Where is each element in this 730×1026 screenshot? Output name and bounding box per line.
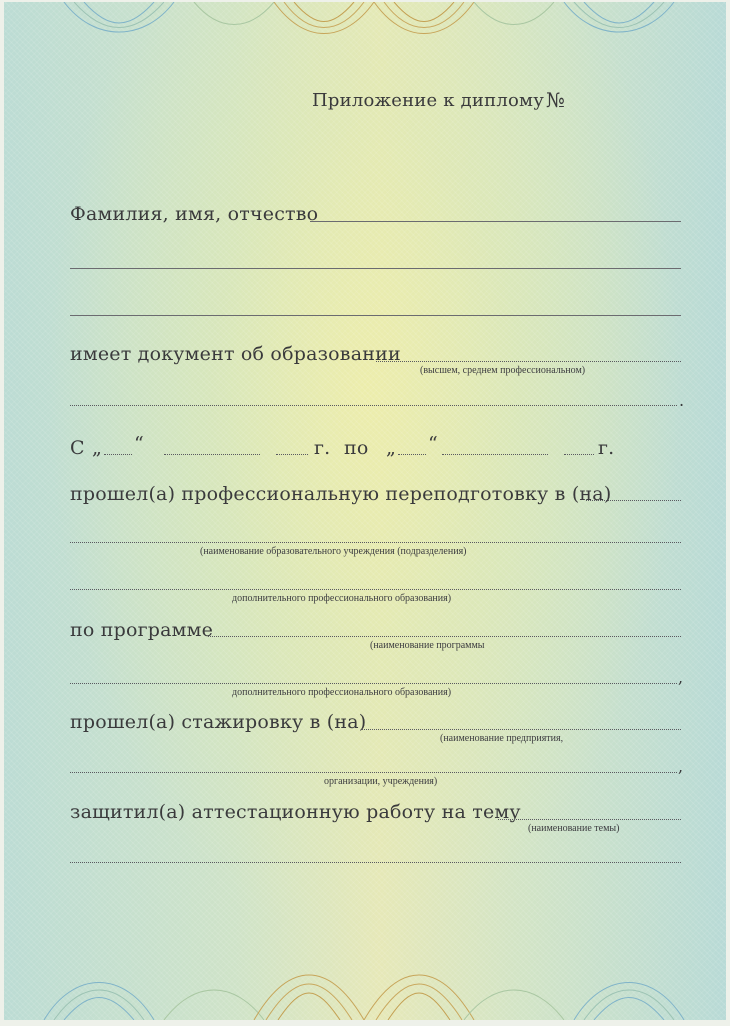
addl-education-caption-1: дополнительного профессионального образования) <box>232 593 452 604</box>
year-suffix-2: г. <box>598 437 615 459</box>
fio-label: Фамилия, имя, отчество <box>70 203 319 225</box>
bottom-guilloche-ornament <box>4 940 726 1020</box>
thesis-line-1[interactable] <box>498 819 681 820</box>
enterprise-caption: (наименование предприятия, <box>440 733 564 744</box>
quote-close-2: “ <box>428 433 438 455</box>
fio-line-3[interactable] <box>70 315 681 316</box>
program-line-1[interactable] <box>208 636 681 637</box>
period-from-label: С <box>70 437 85 459</box>
month-to-field[interactable] <box>442 454 548 455</box>
addl-education-caption-2: дополнительного профессионального образования) <box>232 687 452 698</box>
day-from-field[interactable] <box>104 454 132 455</box>
internship-line-2[interactable] <box>70 772 677 773</box>
retraining-label: прошел(а) профессиональную переподготовку в (на) <box>70 483 612 505</box>
education-line-1[interactable] <box>376 361 681 362</box>
quote-open-1: „ <box>92 437 102 459</box>
top-guilloche-ornament <box>4 2 726 66</box>
retraining-line-1[interactable] <box>586 500 681 501</box>
supplement-title: Приложение к диплому <box>312 90 544 111</box>
fio-line-2[interactable] <box>70 268 681 269</box>
education-period-mark: . <box>679 391 685 410</box>
topic-caption: (наименование темы) <box>528 823 620 834</box>
institution-caption: (наименование образовательного учреждения (подразделения) <box>200 546 467 557</box>
institution-line[interactable] <box>70 542 681 543</box>
program-caption: (наименование программы <box>370 640 485 651</box>
organization-caption: организации, учреждения) <box>324 776 438 787</box>
fio-line-1[interactable] <box>310 221 681 222</box>
year-suffix-1: г. <box>314 437 331 459</box>
program-label: по программе <box>70 619 214 641</box>
internship-line-1[interactable] <box>362 729 681 730</box>
institution-line-2[interactable] <box>70 589 681 590</box>
year-from-field[interactable] <box>276 454 308 455</box>
internship-comma: , <box>678 757 684 776</box>
thesis-label: защитил(а) аттестационную работу на тему <box>70 801 521 823</box>
program-line-2[interactable] <box>70 683 677 684</box>
education-line-2[interactable] <box>70 405 677 406</box>
year-to-field[interactable] <box>564 454 594 455</box>
quote-close-1: “ <box>134 433 144 455</box>
quote-open-2: „ <box>386 437 396 459</box>
internship-label: прошел(а) стажировку в (на) <box>70 711 367 733</box>
education-label: имеет документ об образовании <box>70 343 401 365</box>
education-caption: (высшем, среднем профессиональном) <box>420 365 586 376</box>
period-to-label: по <box>344 437 369 459</box>
month-from-field[interactable] <box>164 454 260 455</box>
number-sign: № <box>546 88 566 112</box>
program-comma: , <box>678 668 684 687</box>
thesis-line-2[interactable] <box>70 862 681 863</box>
day-to-field[interactable] <box>398 454 426 455</box>
diploma-supplement-form <box>4 2 726 1020</box>
